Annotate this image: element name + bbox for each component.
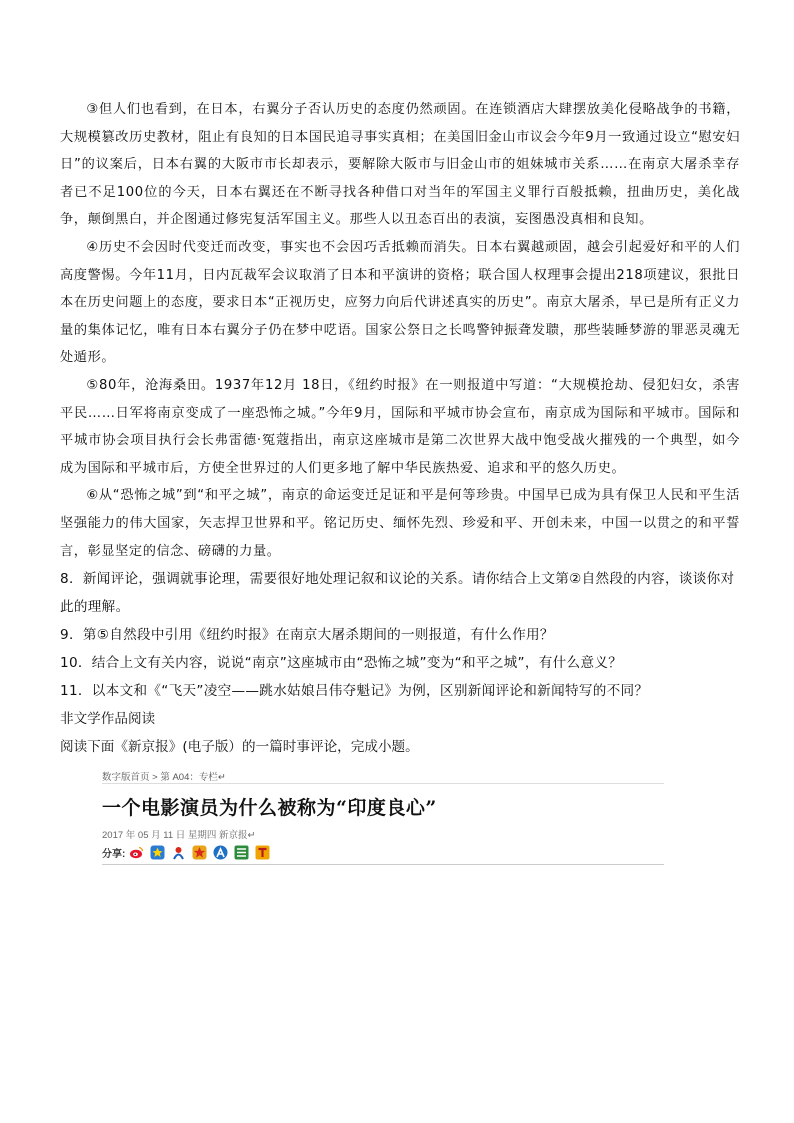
share-label: 分享: bbox=[102, 849, 126, 861]
sohu-icon bbox=[234, 845, 249, 860]
share-bar bbox=[102, 845, 664, 865]
renren-icon bbox=[171, 845, 186, 860]
paragraph-5: ⑤80年，沧海桑田。1937年12月 18日，《纽约时报》在一则报道中写道：“大规模抢劫、侵犯妇女，杀害平民……日军将南京变成了一座恐怖之城。”今年9月，国际和平城市协会宣布，南京成为国际和平城市。国际和平城市协会项目执行会长弗雷德·冤蔻指出，南京这座城市是第二次世界大战中饱受战火摧残的一个典型，如今成为国际和平城市后，方使全世界过的人们更多地了解中华民族热爱、追求和平的悠久历史。 bbox=[60, 377, 740, 476]
kaixin-icon bbox=[192, 845, 207, 860]
section-title: 非文学作品阅读 bbox=[60, 711, 156, 728]
document-page bbox=[60, 96, 740, 863]
weibo-icon bbox=[129, 845, 144, 860]
section-instruction: 阅读下面《新京报》(电子版）的一篇时事评论，完成小题。 bbox=[60, 739, 419, 756]
newspaper-clipping bbox=[102, 767, 664, 863]
question-8: 8．新闻评论，强调就事论理，需要很好地处理记叙和议论的关系。请你结合上文第②自然段的内容，谈谈你对此的理解。 bbox=[60, 571, 735, 616]
paragraph-6: ⑥从“恐怖之城”到“和平之城”，南京的命运变迁足证和平是何等珍贵。中国早已成为具有保卫人民和平生活坚强能力的伟大国家，矢志捍卫世界和平。铭记历史、缅怀先烈、珍爱和平、开创未来，中国一以贯之的和平誓言，彰显坚定的信念、磅礴的力量。 bbox=[60, 488, 740, 559]
question-9: 9．第⑤自然段中引用《纽约时报》在南京大屠杀期间的一则报道，有什么作用？ bbox=[60, 627, 554, 644]
clipping-breadcrumb: 数字版首页 > 第 A04：专栏↵ bbox=[102, 767, 664, 784]
clipping-headline: 一个电影演员为什么被称为“印度良心” bbox=[102, 797, 437, 820]
clipping-date: 2017 年 05 月 11 日 星期四 新京报↵ bbox=[102, 830, 256, 842]
qzone-icon bbox=[150, 845, 165, 860]
paragraph-4: ④历史不会因时代变迁而改变，事实也不会因巧舌抵赖而消失。日本右翼越顽固，越会引起爱好和平的人们高度警惕。今年11月，日内瓦裁军会议取消了日本和平演讲的资格；联合国人权理事会提出218项建议，狠批日本在历史问题上的态度，要求日本“正视历史，应努力向后代讲述真实的历史”。南京大屠杀，早已是所有正义力量的集体记忆，唯有日本右翼分子仍在梦中呓语。国家公祭日之长鸣警钟振聋发聩，那些装睡梦游的罪恶灵魂无处遁形。 bbox=[60, 239, 740, 366]
question-11: 11．以本文和《“飞天”凌空——跳水姑娘吕伟夺魁记》为例，区别新闻评论和新闻特写的不同？ bbox=[60, 683, 649, 700]
question-10: 10．结合上文有关内容，说说“南京”这座城市由“恐怖之城”变为“和平之城”，有什么意义？ bbox=[60, 655, 623, 672]
tianya-icon bbox=[255, 845, 270, 860]
people-icon bbox=[213, 845, 228, 860]
paragraph-3: ③但人们也看到，在日本，右翼分子否认历史的态度仍然顽固。在连锁酒店大肆摆放美化侵略战争的书籍，大规模篡改历史教材，阻止有良知的日本国民追寻事实真相；在美国旧金山市议会今年9月一致通过设立“慰安妇日”的议案后，日本右翼的大阪市市长却表示，要解除大阪市与旧金山市的姐妹城市关系……在南京大屠杀幸存者已不足100位的今天，日本右翼还在不断寻找各种借口对当年的军国主义罪行百般抵赖，扭曲历史，美化战争，颠倒黑白，并企图通过修宪复活军国主义。那些人以丑态百出的表演，妄图愚没真相和良知。 bbox=[60, 102, 740, 228]
